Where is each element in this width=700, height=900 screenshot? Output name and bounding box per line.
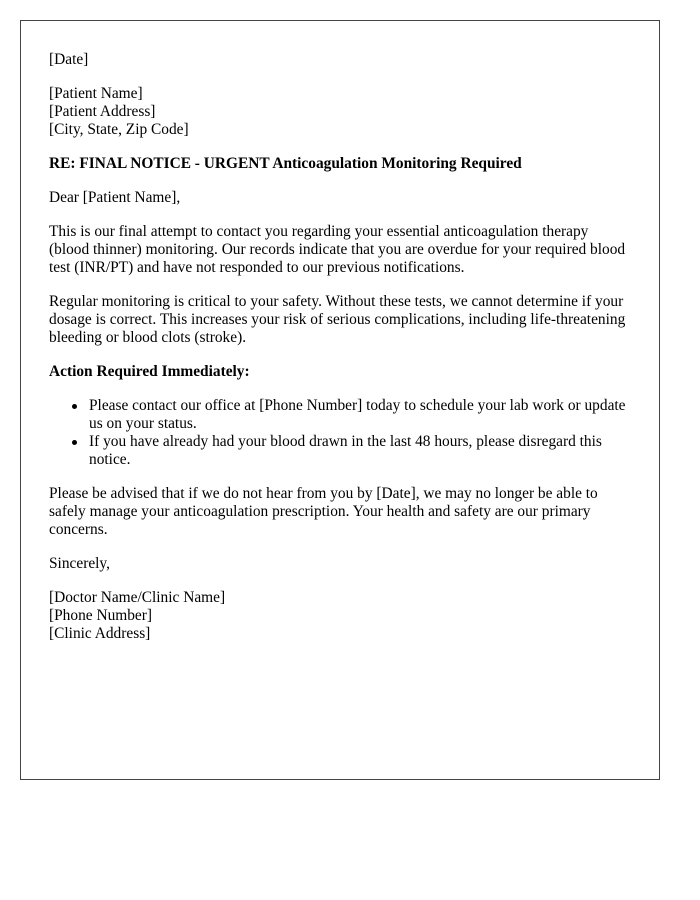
signature-phone: [Phone Number] — [49, 607, 153, 624]
action-item-text: If you have already had your blood drawn in the last 48 hours, please disregard this notice. — [89, 433, 602, 468]
list-item — [89, 433, 631, 469]
letter-date: [Date] — [49, 51, 89, 68]
action-heading: Action Required Immediately: — [49, 363, 250, 380]
bullet-icon — [72, 404, 77, 409]
closing-paragraph: Please be advised that if we do not hear from you by [Date], we may no longer be able to safely manage your anticoagulation prescription. Your health and safety are our primary concerns. — [49, 485, 598, 538]
action-item-text: Please contact our office at [Phone Number] today to schedule your lab work or update us on your status. — [89, 397, 626, 432]
signature-block — [49, 589, 631, 643]
list-item — [89, 397, 631, 433]
body-paragraph-1: This is our final attempt to contact you regarding your essential anticoagulation therapy (blood thinner) monitoring. Our records indicate that you are overdue for your required blood test (INR/PT) and have not responded to our previous notifications. — [49, 223, 626, 276]
sign-off: Sincerely, — [49, 555, 110, 572]
bullet-icon — [72, 440, 77, 445]
subject-line: RE: FINAL NOTICE - URGENT Anticoagulation Monitoring Required — [49, 155, 522, 172]
letter-page — [20, 20, 660, 780]
recipient-name: [Patient Name] — [49, 85, 143, 102]
recipient-address: [Patient Address] — [49, 103, 156, 120]
signature-address: [Clinic Address] — [49, 625, 151, 642]
recipient-block — [49, 85, 631, 139]
signature-name: [Doctor Name/Clinic Name] — [49, 589, 226, 606]
body-paragraph-2: Regular monitoring is critical to your safety. Without these tests, we cannot determine if your dosage is correct. This increases your risk of serious complications, including life-threatening bleeding or blood clots (stroke). — [49, 293, 626, 346]
recipient-city-state-zip: [City, State, Zip Code] — [49, 121, 189, 138]
salutation: Dear [Patient Name], — [49, 189, 181, 206]
action-list — [49, 397, 631, 469]
